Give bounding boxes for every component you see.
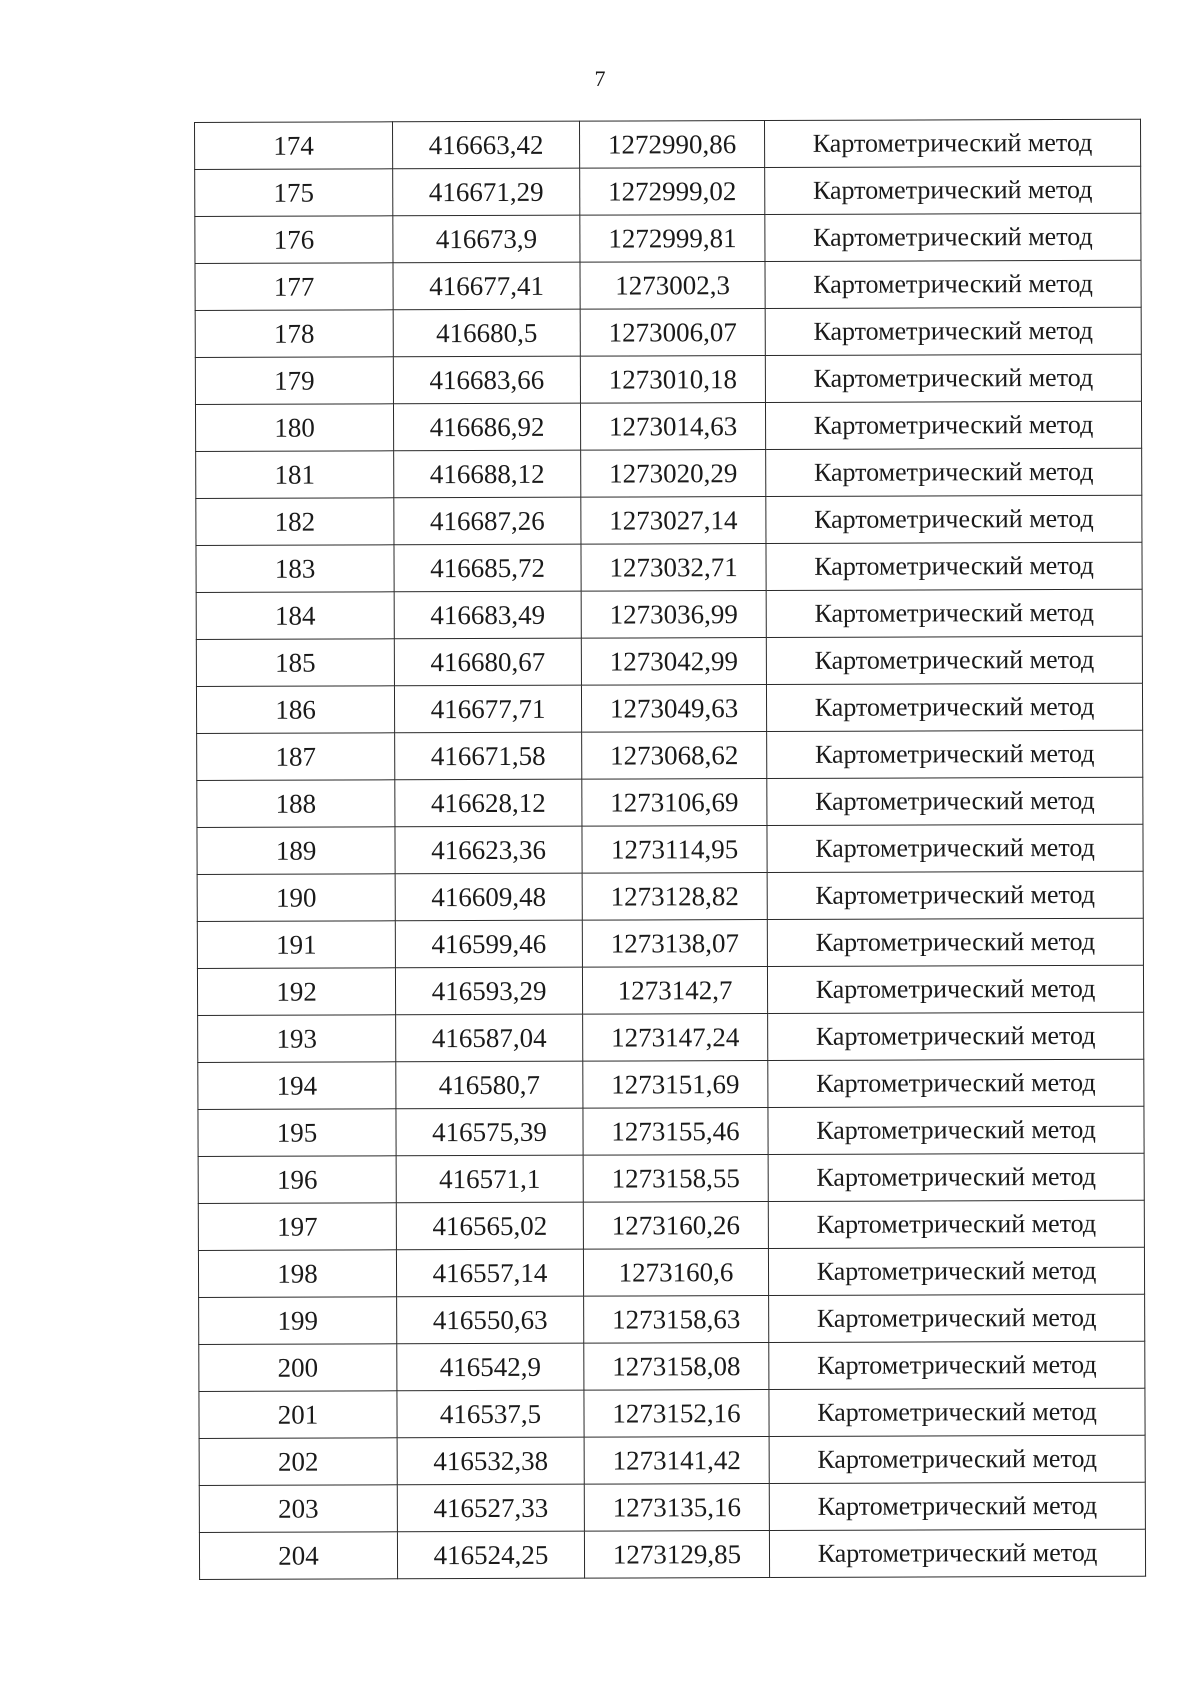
y-coordinate-cell: 1273158,63 bbox=[584, 1296, 769, 1344]
y-coordinate-cell: 1273106,69 bbox=[582, 779, 767, 827]
point-number-cell: 192 bbox=[197, 968, 395, 1016]
point-number-cell: 188 bbox=[197, 780, 395, 828]
x-coordinate-cell: 416524,25 bbox=[397, 1531, 584, 1579]
x-coordinate-cell: 416671,58 bbox=[395, 732, 582, 780]
table-row bbox=[197, 918, 1143, 968]
table-row bbox=[198, 1247, 1144, 1297]
y-coordinate-cell: 1273160,6 bbox=[583, 1249, 768, 1297]
method-cell: Картометрический метод bbox=[765, 354, 1141, 402]
method-cell: Картометрический метод bbox=[768, 1200, 1144, 1248]
x-coordinate-cell: 416527,33 bbox=[397, 1484, 584, 1532]
point-number-cell: 176 bbox=[195, 216, 393, 264]
table-row bbox=[197, 824, 1143, 874]
x-coordinate-cell: 416565,02 bbox=[396, 1202, 583, 1250]
method-cell: Картометрический метод bbox=[764, 119, 1140, 167]
x-coordinate-cell: 416677,41 bbox=[393, 262, 580, 310]
point-number-cell: 191 bbox=[197, 921, 395, 969]
point-number-cell: 185 bbox=[196, 639, 394, 687]
table-row bbox=[197, 871, 1143, 921]
x-coordinate-cell: 416628,12 bbox=[395, 779, 582, 827]
y-coordinate-cell: 1273036,99 bbox=[581, 591, 766, 639]
y-coordinate-cell: 1272999,02 bbox=[580, 168, 765, 216]
table-row bbox=[198, 1153, 1144, 1203]
method-cell: Картометрический метод bbox=[765, 401, 1141, 449]
x-coordinate-cell: 416683,49 bbox=[394, 591, 581, 639]
y-coordinate-cell: 1273114,95 bbox=[582, 826, 767, 874]
point-number-cell: 202 bbox=[199, 1438, 397, 1486]
method-cell: Картометрический метод bbox=[768, 1059, 1144, 1107]
table-row bbox=[199, 1294, 1145, 1344]
y-coordinate-cell: 1273141,42 bbox=[584, 1437, 769, 1485]
point-number-cell: 189 bbox=[197, 827, 395, 875]
y-coordinate-cell: 1273152,16 bbox=[584, 1390, 769, 1438]
x-coordinate-cell: 416683,66 bbox=[393, 356, 580, 404]
y-coordinate-cell: 1273155,46 bbox=[583, 1108, 768, 1156]
method-cell: Картометрический метод bbox=[768, 1106, 1144, 1154]
y-coordinate-cell: 1273151,69 bbox=[583, 1061, 768, 1109]
table-row bbox=[196, 683, 1142, 733]
table-row bbox=[198, 1012, 1144, 1062]
table-row bbox=[195, 401, 1141, 451]
y-coordinate-cell: 1273142,7 bbox=[582, 967, 767, 1015]
x-coordinate-cell: 416532,38 bbox=[397, 1437, 584, 1485]
method-cell: Картометрический метод bbox=[765, 166, 1141, 214]
table-row bbox=[199, 1482, 1145, 1532]
y-coordinate-cell: 1273002,3 bbox=[580, 262, 765, 310]
point-number-cell: 187 bbox=[197, 733, 395, 781]
x-coordinate-cell: 416673,9 bbox=[393, 215, 580, 263]
table-row bbox=[195, 166, 1141, 216]
coordinates-table-body bbox=[195, 119, 1146, 1579]
method-cell: Картометрический метод bbox=[768, 1153, 1144, 1201]
y-coordinate-cell: 1273027,14 bbox=[581, 497, 766, 545]
y-coordinate-cell: 1273160,26 bbox=[583, 1202, 768, 1250]
table-row bbox=[196, 495, 1142, 545]
table-row bbox=[195, 260, 1141, 310]
table-row bbox=[199, 1529, 1145, 1579]
x-coordinate-cell: 416575,39 bbox=[396, 1108, 583, 1156]
table-row bbox=[197, 777, 1143, 827]
x-coordinate-cell: 416542,9 bbox=[397, 1343, 584, 1391]
point-number-cell: 198 bbox=[198, 1250, 396, 1298]
point-number-cell: 204 bbox=[199, 1532, 397, 1580]
table-row bbox=[199, 1435, 1145, 1485]
coordinates-table bbox=[194, 119, 1146, 1580]
y-coordinate-cell: 1273147,24 bbox=[583, 1014, 768, 1062]
x-coordinate-cell: 416593,29 bbox=[395, 967, 582, 1015]
y-coordinate-cell: 1273014,63 bbox=[580, 403, 765, 451]
x-coordinate-cell: 416557,14 bbox=[396, 1249, 583, 1297]
method-cell: Картометрический метод bbox=[769, 1294, 1145, 1342]
method-cell: Картометрический метод bbox=[768, 1247, 1144, 1295]
y-coordinate-cell: 1273042,99 bbox=[581, 638, 766, 686]
y-coordinate-cell: 1273006,07 bbox=[580, 309, 765, 357]
y-coordinate-cell: 1273135,16 bbox=[584, 1484, 769, 1532]
y-coordinate-cell: 1273068,62 bbox=[582, 732, 767, 780]
y-coordinate-cell: 1272999,81 bbox=[580, 215, 765, 263]
x-coordinate-cell: 416623,36 bbox=[395, 826, 582, 874]
point-number-cell: 175 bbox=[195, 169, 393, 217]
x-coordinate-cell: 416587,04 bbox=[396, 1014, 583, 1062]
point-number-cell: 177 bbox=[195, 263, 393, 311]
y-coordinate-cell: 1273010,18 bbox=[580, 356, 765, 404]
method-cell: Картометрический метод bbox=[769, 1388, 1145, 1436]
point-number-cell: 203 bbox=[199, 1485, 397, 1533]
method-cell: Картометрический метод bbox=[767, 730, 1143, 778]
table-row bbox=[198, 1059, 1144, 1109]
table-row bbox=[199, 1341, 1145, 1391]
table-row bbox=[196, 636, 1142, 686]
y-coordinate-cell: 1273158,08 bbox=[584, 1343, 769, 1391]
table-row bbox=[195, 307, 1141, 357]
method-cell: Картометрический метод bbox=[767, 824, 1143, 872]
point-number-cell: 196 bbox=[198, 1156, 396, 1204]
table-row bbox=[195, 213, 1141, 263]
method-cell: Картометрический метод bbox=[766, 448, 1142, 496]
point-number-cell: 180 bbox=[195, 404, 393, 452]
method-cell: Картометрический метод bbox=[767, 918, 1143, 966]
x-coordinate-cell: 416677,71 bbox=[394, 685, 581, 733]
y-coordinate-cell: 1273020,29 bbox=[581, 450, 766, 498]
table-row bbox=[195, 119, 1141, 169]
method-cell: Картометрический метод bbox=[769, 1341, 1145, 1389]
y-coordinate-cell: 1273128,82 bbox=[582, 873, 767, 921]
method-cell: Картометрический метод bbox=[766, 589, 1142, 637]
table-row bbox=[198, 1200, 1144, 1250]
y-coordinate-cell: 1273158,55 bbox=[583, 1155, 768, 1203]
table-row bbox=[199, 1388, 1145, 1438]
point-number-cell: 182 bbox=[196, 498, 394, 546]
point-number-cell: 200 bbox=[199, 1344, 397, 1392]
method-cell: Картометрический метод bbox=[767, 871, 1143, 919]
x-coordinate-cell: 416688,12 bbox=[394, 450, 581, 498]
point-number-cell: 181 bbox=[196, 451, 394, 499]
method-cell: Картометрический метод bbox=[767, 965, 1143, 1013]
table-row bbox=[195, 354, 1141, 404]
point-number-cell: 194 bbox=[198, 1062, 396, 1110]
point-number-cell: 174 bbox=[195, 122, 393, 170]
x-coordinate-cell: 416599,46 bbox=[395, 920, 582, 968]
point-number-cell: 201 bbox=[199, 1391, 397, 1439]
y-coordinate-cell: 1273049,63 bbox=[581, 685, 766, 733]
x-coordinate-cell: 416685,72 bbox=[394, 544, 581, 592]
method-cell: Картометрический метод bbox=[769, 1529, 1145, 1577]
x-coordinate-cell: 416663,42 bbox=[393, 121, 580, 169]
method-cell: Картометрический метод bbox=[769, 1435, 1145, 1483]
point-number-cell: 199 bbox=[199, 1297, 397, 1345]
point-number-cell: 193 bbox=[198, 1015, 396, 1063]
table-row bbox=[196, 542, 1142, 592]
table-row bbox=[197, 965, 1143, 1015]
page-number: 7 bbox=[594, 66, 606, 91]
y-coordinate-cell: 1273138,07 bbox=[582, 920, 767, 968]
method-cell: Картометрический метод bbox=[766, 683, 1142, 731]
method-cell: Картометрический метод bbox=[766, 495, 1142, 543]
point-number-cell: 195 bbox=[198, 1109, 396, 1157]
method-cell: Картометрический метод bbox=[769, 1482, 1145, 1530]
table-row bbox=[197, 730, 1143, 780]
x-coordinate-cell: 416680,67 bbox=[394, 638, 581, 686]
method-cell: Картометрический метод bbox=[765, 213, 1141, 261]
point-number-cell: 186 bbox=[196, 686, 394, 734]
x-coordinate-cell: 416537,5 bbox=[397, 1390, 584, 1438]
x-coordinate-cell: 416671,29 bbox=[393, 168, 580, 216]
point-number-cell: 197 bbox=[198, 1203, 396, 1251]
y-coordinate-cell: 1272990,86 bbox=[579, 121, 764, 169]
point-number-cell: 179 bbox=[195, 357, 393, 405]
method-cell: Картометрический метод bbox=[766, 542, 1142, 590]
y-coordinate-cell: 1273032,71 bbox=[581, 544, 766, 592]
point-number-cell: 190 bbox=[197, 874, 395, 922]
x-coordinate-cell: 416687,26 bbox=[394, 497, 581, 545]
method-cell: Картометрический метод bbox=[767, 777, 1143, 825]
method-cell: Картометрический метод bbox=[765, 307, 1141, 355]
table-row bbox=[196, 589, 1142, 639]
point-number-cell: 184 bbox=[196, 592, 394, 640]
x-coordinate-cell: 416571,1 bbox=[396, 1155, 583, 1203]
method-cell: Картометрический метод bbox=[766, 636, 1142, 684]
x-coordinate-cell: 416580,7 bbox=[396, 1061, 583, 1109]
x-coordinate-cell: 416609,48 bbox=[395, 873, 582, 921]
y-coordinate-cell: 1273129,85 bbox=[584, 1531, 769, 1579]
point-number-cell: 178 bbox=[195, 310, 393, 358]
method-cell: Картометрический метод bbox=[768, 1012, 1144, 1060]
table-row bbox=[198, 1106, 1144, 1156]
method-cell: Картометрический метод bbox=[765, 260, 1141, 308]
x-coordinate-cell: 416550,63 bbox=[397, 1296, 584, 1344]
x-coordinate-cell: 416686,92 bbox=[393, 403, 580, 451]
table-row bbox=[196, 448, 1142, 498]
x-coordinate-cell: 416680,5 bbox=[393, 309, 580, 357]
point-number-cell: 183 bbox=[196, 545, 394, 593]
